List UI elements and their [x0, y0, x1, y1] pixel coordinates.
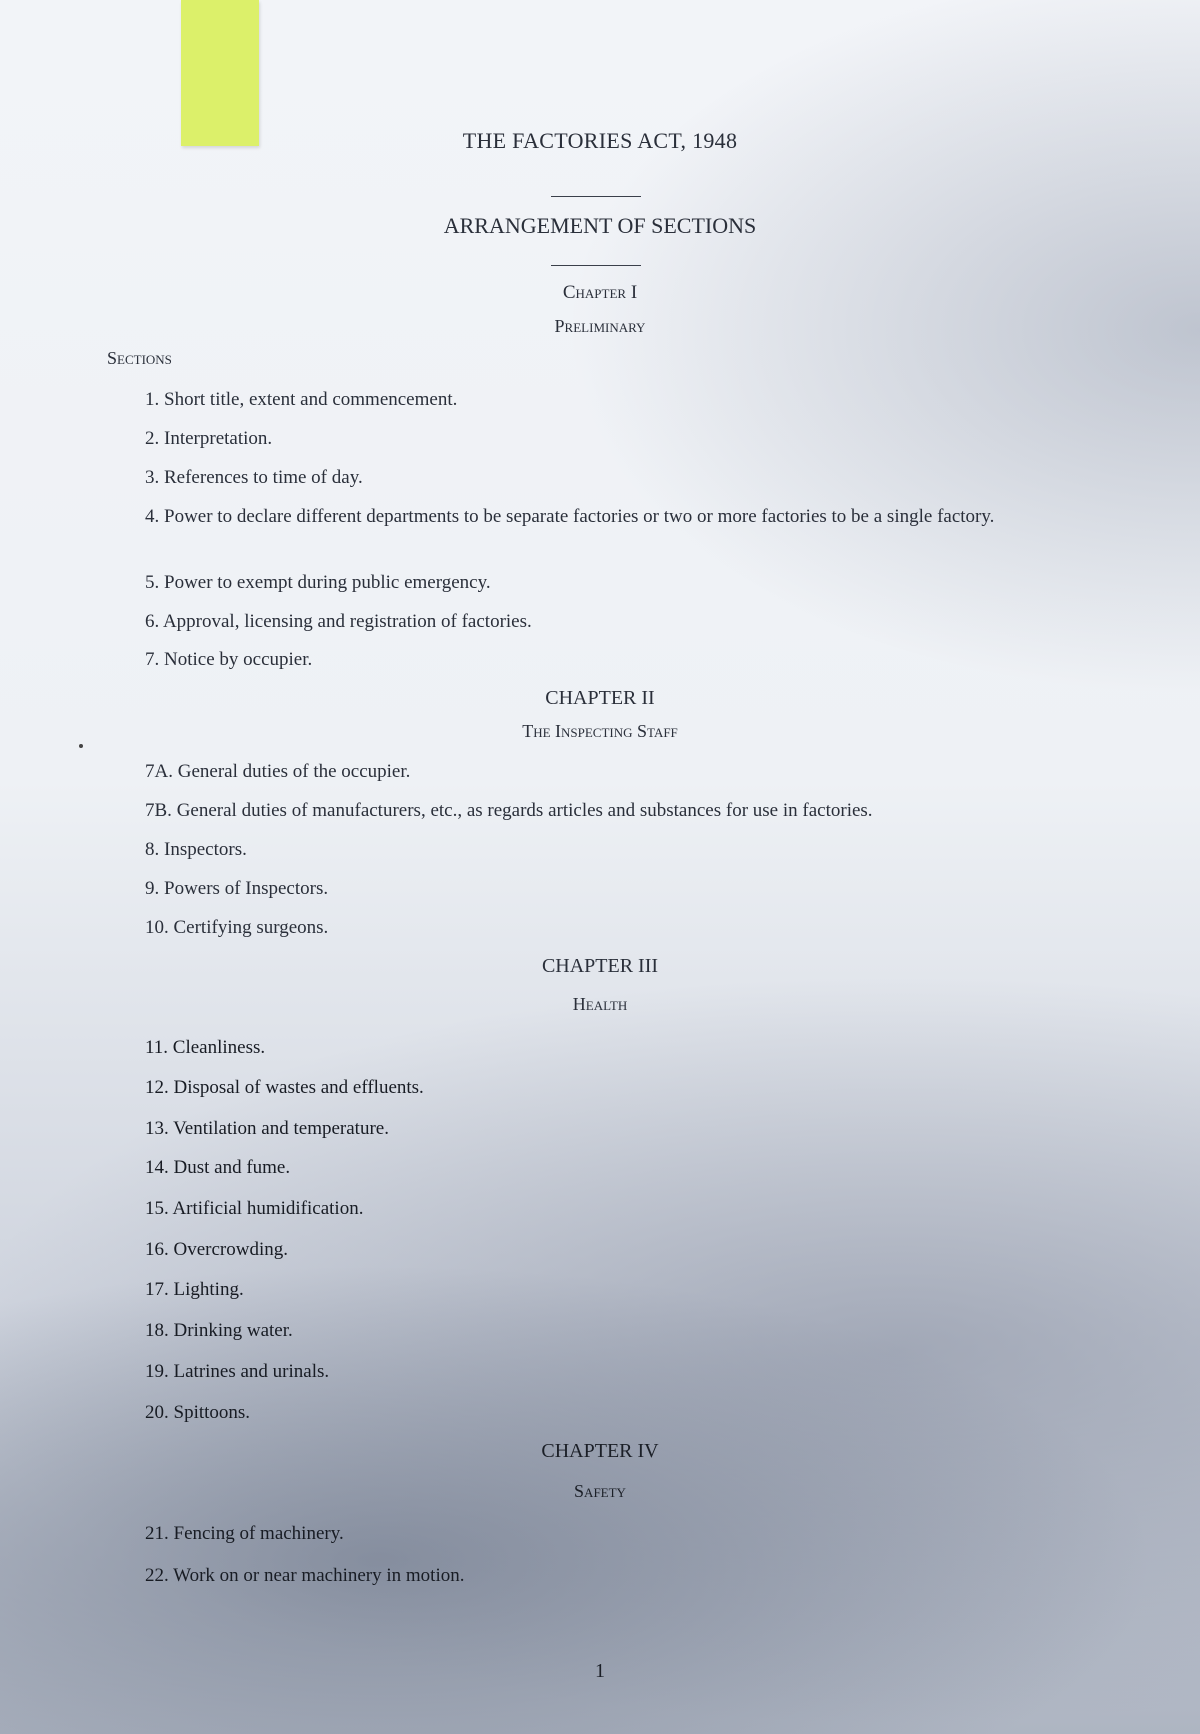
section-item	[145, 1116, 1090, 1142]
section-item	[145, 1035, 1090, 1061]
page-number: 1	[595, 1660, 605, 1682]
section-number: 8.	[145, 839, 160, 860]
section-item	[145, 504, 1115, 530]
section-number: 10.	[145, 917, 169, 938]
section-title: Latrines and urinals.	[173, 1361, 330, 1382]
document-title: THE FACTORIES ACT, 1948	[462, 128, 738, 153]
chapter-4-heading: CHAPTER IV	[541, 1440, 659, 1462]
section-title: Overcrowding.	[173, 1239, 288, 1260]
section-item	[145, 1318, 1090, 1344]
section-title: Dust and fume.	[173, 1157, 291, 1178]
section-title: Interpretation.	[164, 428, 273, 449]
chapter-1-name: Preliminary	[554, 316, 646, 336]
chapter-2-name: The Inspecting Staff	[522, 721, 678, 741]
section-title: General duties of the occupier.	[177, 761, 411, 782]
section-item	[145, 1521, 1090, 1547]
section-number: 17.	[145, 1279, 169, 1300]
section-title: Notice by occupier.	[164, 649, 313, 670]
sections-label: Sections	[107, 348, 172, 368]
section-item	[145, 1400, 1090, 1426]
section-item	[145, 1563, 1090, 1589]
section-title: Inspectors.	[164, 839, 247, 860]
section-title: Disposal of wastes and effluents.	[173, 1077, 424, 1098]
section-title: Short title, extent and commencement.	[164, 389, 458, 410]
section-item	[145, 798, 1090, 824]
section-number: 9.	[145, 878, 160, 899]
section-number: 22.	[145, 1565, 169, 1586]
section-number: 4.	[145, 506, 160, 527]
section-number: 3.	[145, 467, 160, 488]
section-number: 14.	[145, 1157, 169, 1178]
chapter-4-name: Safety	[574, 1481, 626, 1501]
chapter-1-heading: Chapter I	[562, 282, 638, 303]
section-title: Cleanliness.	[172, 1037, 266, 1058]
section-number: 18.	[145, 1320, 169, 1341]
section-item	[145, 387, 1090, 413]
section-item	[145, 1155, 1090, 1181]
section-number: 13.	[145, 1118, 169, 1139]
section-title: General duties of manufacturers, etc., as regards articles and substances for use in factories.	[176, 800, 873, 821]
section-number: 6.	[145, 611, 160, 632]
section-item	[145, 465, 1090, 491]
section-title: Powers of Inspectors.	[164, 878, 329, 899]
section-number: 15.	[145, 1198, 169, 1219]
sticky-note-flag	[181, 0, 259, 146]
section-item	[145, 876, 1090, 902]
chapter-2-heading: CHAPTER II	[545, 687, 655, 709]
section-title: Drinking water.	[173, 1320, 293, 1341]
section-item	[145, 1277, 1090, 1303]
section-title: Spittoons.	[173, 1402, 251, 1423]
section-number: 7A.	[145, 761, 173, 782]
section-number: 1.	[145, 389, 160, 410]
title-divider	[551, 196, 641, 197]
document-subtitle: ARRANGEMENT OF SECTIONS	[443, 213, 757, 238]
section-number: 21.	[145, 1523, 169, 1544]
section-number: 11.	[145, 1037, 169, 1058]
section-item	[145, 570, 1090, 596]
section-item	[145, 426, 1090, 452]
paper-speck	[79, 744, 83, 748]
section-number: 5.	[145, 572, 160, 593]
section-item	[145, 915, 1090, 941]
section-title: Lighting.	[173, 1279, 244, 1300]
section-number: 2.	[145, 428, 160, 449]
section-item	[145, 1075, 1090, 1101]
section-number: 12.	[145, 1077, 169, 1098]
section-title: References to time of day.	[164, 467, 363, 488]
chapter-3-heading: CHAPTER III	[541, 955, 659, 977]
section-title: Power to exempt during public emergency.	[164, 572, 491, 593]
section-title: Power to declare different departments to be separate factories or two or more factories to be a single factory.	[164, 506, 995, 527]
section-item	[145, 1237, 1090, 1263]
section-number: 7.	[145, 649, 160, 670]
subtitle-divider	[551, 265, 641, 266]
chapter-3-name: Health	[572, 994, 628, 1014]
section-number: 20.	[145, 1402, 169, 1423]
section-item	[145, 759, 1090, 785]
section-number: 7B.	[145, 800, 172, 821]
section-title: Artificial humidification.	[172, 1198, 364, 1219]
section-title: Ventilation and temperature.	[173, 1118, 389, 1139]
section-item	[145, 837, 1090, 863]
section-item	[145, 1359, 1090, 1385]
section-title: Work on or near machinery in motion.	[173, 1565, 465, 1586]
section-item	[145, 647, 1090, 673]
section-title: Approval, licensing and registration of factories.	[162, 611, 532, 632]
section-title: Certifying surgeons.	[173, 917, 329, 938]
section-number: 19.	[145, 1361, 169, 1382]
section-item	[145, 609, 1090, 635]
section-number: 16.	[145, 1239, 169, 1260]
section-title: Fencing of machinery.	[173, 1523, 344, 1544]
section-item	[145, 1196, 1090, 1222]
